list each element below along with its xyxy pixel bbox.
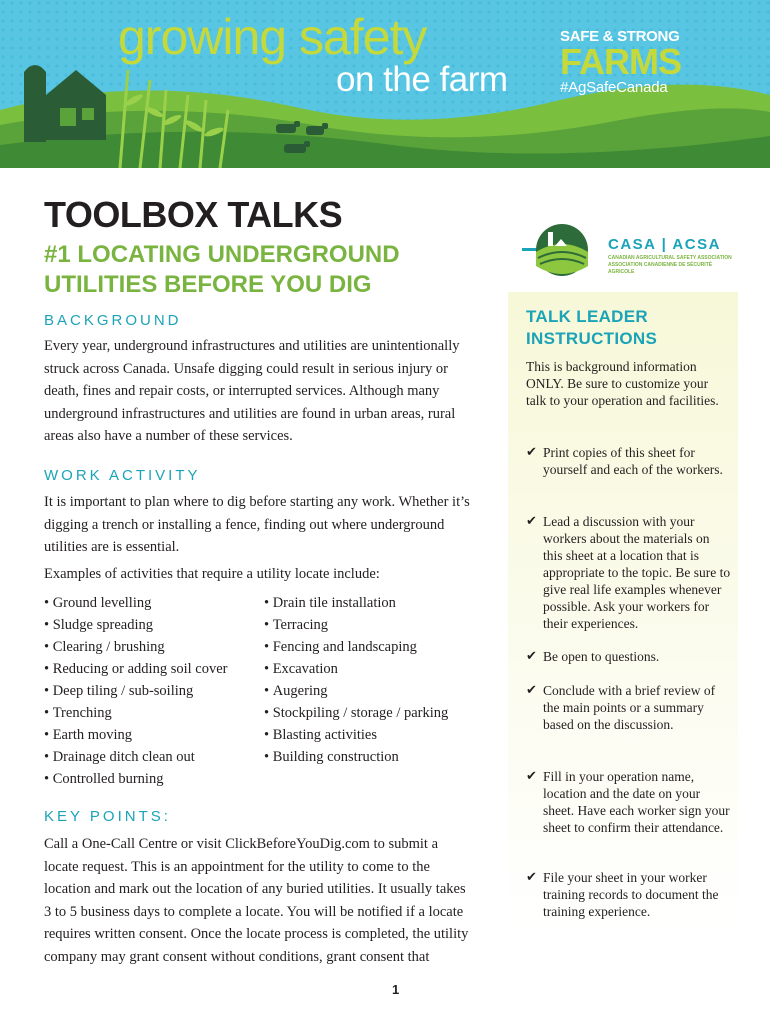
work-activity-heading: WORK ACTIVITY [44,467,201,484]
header-banner [0,0,770,168]
list-item: • Excavation [264,658,479,680]
instruction-item [526,444,731,478]
examples-intro: Examples of activities that require a utility locate include: [44,566,380,582]
list-item: • Reducing or adding soil cover [44,658,259,680]
casa-acsa-logo [522,222,742,278]
instruction-text: File your sheet in your worker training records to document the training experience. [543,870,719,919]
list-item: • Blasting activities [264,724,479,746]
checkmark-icon: ✔ [526,683,537,698]
list-item: • Building construction [264,746,479,768]
list-item: • Ground levelling [44,592,259,614]
checkmark-icon: ✔ [526,870,537,885]
list-item: • Fencing and landscaping [264,636,479,658]
brand-line-1: SAFE & STRONG [560,28,680,45]
list-item: • Controlled burning [44,768,259,790]
checkmark-icon: ✔ [526,769,537,784]
key-points-heading: KEY POINTS: [44,808,171,825]
casa-emblem-icon [522,222,602,278]
instruction-text: Be open to questions. [543,649,660,664]
brand-line-2: FARMS [560,41,681,82]
instruction-text: Conclude with a brief review of the main points or a summary based on the discussion. [543,683,716,732]
page-number: 1 [392,982,400,997]
sidebar-intro: This is background information ONLY. Be sure to customize your talk to your operation and facilities. [526,359,719,408]
list-item: • Sludge spreading [44,614,259,636]
instruction-text: Lead a discussion with your workers about the materials on this sheet at a location that is appropriate to the topic. Be sure to give real life examples whenever possible. Ask your workers for their experiences. [543,514,731,631]
campaign-brand [560,28,681,96]
instruction-item [526,648,731,665]
instruction-item [526,869,731,920]
list-item: • Augering [264,680,479,702]
logo-subtitle-fr: ASSOCIATION CANADIENNE DE SÉCURITÉ AGRICOLE [608,262,713,275]
banner-title: growing safety [118,9,427,65]
activity-list-right [264,592,479,768]
checkmark-icon: ✔ [526,649,537,664]
brand-hashtag: #AgSafeCanada [560,79,668,97]
key-points-text: Call a One-Call Centre or visit ClickBeforeYouDig.com to submit a locate request. This is an appointment for the utility to come to the location and mark out the location of any buried utilities. It usually takes 3 to 5 business days to complete a locate. You will be notified if a locate requires written consent. Once the locate process is completed, the utility company may grant consent without conditions, grant consent that [44,836,469,965]
list-item: • Terracing [264,614,479,636]
instruction-text: Print copies of this sheet for yourself and each of the workers. [543,445,723,477]
list-item: • Stockpiling / storage / parking [264,702,479,724]
logo-subtitle [608,255,738,276]
list-item: • Clearing / brushing [44,636,259,658]
banner-subtitle: on the farm [336,60,508,99]
list-item: • Drainage ditch clean out [44,746,259,768]
list-item: • Drain tile installation [264,592,479,614]
background-text: Every year, underground infrastructures and utilities are unintentionally struck across Canada. Unsafe digging could result in serious injury or death, fines and repair costs, or interrupted services. Although many underground infrastructures and utilities are found in urban areas, rural areas also have a number of these services. [44,338,460,444]
list-item: • Earth moving [44,724,259,746]
logo-subtitle-en: CANADIAN AGRICULTURAL SAFETY ASSOCIATION [608,255,732,261]
background-heading: BACKGROUND [44,312,182,329]
talk-leader-sidebar [508,292,738,932]
list-item: • Trenching [44,702,259,724]
checkmark-icon: ✔ [526,445,537,460]
checkmark-icon: ✔ [526,514,537,529]
logo-name: CASA | ACSA [608,236,721,253]
instruction-text: Fill in your operation name, location and the date on your sheet. Have each worker sign your sheet to confirm their attendance. [543,769,730,835]
instruction-item [526,768,731,836]
talk-title: #1 LOCATING UNDERGROUND UTILITIES BEFORE YOU DIG [44,241,400,298]
instruction-item [526,682,731,733]
instruction-item [526,513,731,632]
list-item: • Deep tiling / sub-soiling [44,680,259,702]
activity-list-left [44,592,259,790]
sidebar-heading: TALK LEADER INSTRUCTIONS [526,307,658,348]
work-activity-text: It is important to plan where to dig before starting any work. Whether it’s digging a trench or installing a fence, finding out where underground utilities are is essential. [44,494,470,555]
document-title: TOOLBOX TALKS [44,194,343,235]
